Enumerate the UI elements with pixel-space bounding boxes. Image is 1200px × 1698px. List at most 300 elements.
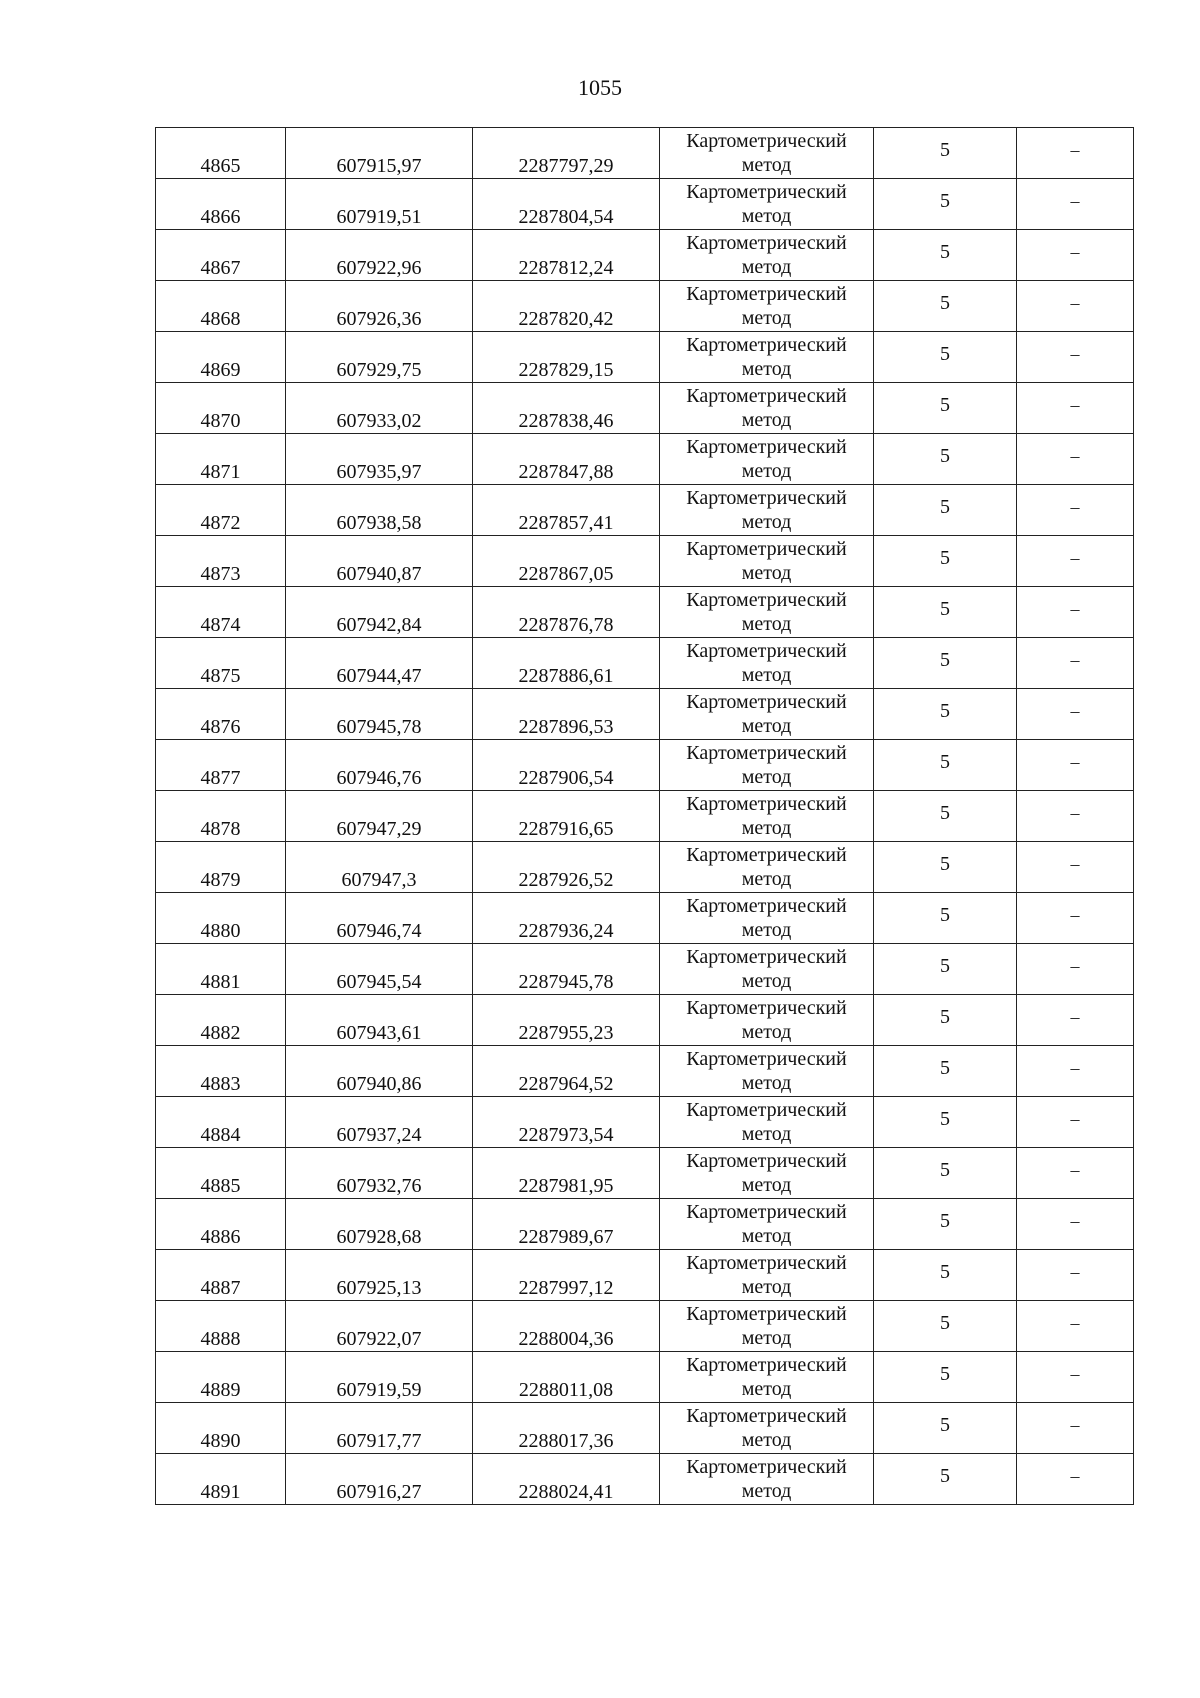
- x-coordinate: 607919,51: [336, 206, 422, 228]
- x-coordinate-cell: [286, 638, 473, 689]
- method-cell: [660, 791, 874, 842]
- table-row: [156, 995, 1134, 1046]
- x-coordinate-cell: [286, 383, 473, 434]
- y-coordinate: 2287906,54: [518, 767, 614, 789]
- description-dash: –: [1070, 344, 1080, 364]
- method-cell: [660, 842, 874, 893]
- y-coordinate-cell: [473, 383, 660, 434]
- y-coordinate-cell: [473, 1454, 660, 1505]
- method-line-1: Картометрический: [686, 895, 847, 917]
- point-number-cell: [156, 1403, 286, 1454]
- y-coordinate-cell: [473, 587, 660, 638]
- description-cell: [1017, 332, 1134, 383]
- x-coordinate: 607947,29: [336, 818, 422, 840]
- table-row: [156, 1250, 1134, 1301]
- description-dash: –: [1070, 905, 1080, 925]
- method-cell: [660, 1097, 874, 1148]
- point-number-cell: [156, 587, 286, 638]
- page-number: 1055: [578, 75, 622, 100]
- point-number-cell: [156, 1454, 286, 1505]
- x-coordinate: 607940,86: [336, 1073, 422, 1095]
- y-coordinate: 2287973,54: [518, 1124, 614, 1146]
- point-number: 4872: [200, 512, 241, 534]
- method-cell: [660, 179, 874, 230]
- description-dash: –: [1070, 1007, 1080, 1027]
- accuracy-cell: [874, 1403, 1017, 1454]
- y-coordinate-cell: [473, 1403, 660, 1454]
- accuracy-value: 5: [940, 1057, 950, 1079]
- accuracy-value: 5: [940, 139, 950, 161]
- accuracy-cell: [874, 1199, 1017, 1250]
- y-coordinate: 2287812,24: [518, 257, 614, 279]
- y-coordinate-cell: [473, 332, 660, 383]
- point-number-cell: [156, 995, 286, 1046]
- x-coordinate-cell: [286, 995, 473, 1046]
- accuracy-cell: [874, 944, 1017, 995]
- table-row: [156, 1352, 1134, 1403]
- y-coordinate-cell: [473, 1097, 660, 1148]
- point-number-cell: [156, 1250, 286, 1301]
- method-line-1: Картометрический: [686, 1150, 847, 1172]
- point-number-cell: [156, 230, 286, 281]
- x-coordinate-cell: [286, 944, 473, 995]
- y-coordinate-cell: [473, 281, 660, 332]
- method-line-1: Картометрический: [686, 1354, 847, 1376]
- point-number-cell: [156, 1199, 286, 1250]
- method-cell: [660, 281, 874, 332]
- table-row: [156, 1046, 1134, 1097]
- description-dash: –: [1070, 191, 1080, 211]
- x-coordinate-cell: [286, 893, 473, 944]
- description-cell: [1017, 791, 1134, 842]
- table-row: [156, 1199, 1134, 1250]
- accuracy-value: 5: [940, 802, 950, 824]
- method-line-2: метод: [741, 715, 792, 737]
- x-coordinate: 607925,13: [336, 1277, 422, 1299]
- x-coordinate-cell: [286, 179, 473, 230]
- x-coordinate-cell: [286, 689, 473, 740]
- y-coordinate: 2287989,67: [518, 1226, 614, 1248]
- accuracy-cell: [874, 1250, 1017, 1301]
- method-line-1: Картометрический: [686, 487, 847, 509]
- point-number: 4886: [200, 1226, 241, 1248]
- y-coordinate: 2287829,15: [518, 359, 614, 381]
- accuracy-value: 5: [940, 1414, 950, 1436]
- accuracy-value: 5: [940, 1465, 950, 1487]
- point-number-cell: [156, 179, 286, 230]
- method-cell: [660, 536, 874, 587]
- method-line-2: метод: [741, 256, 792, 278]
- y-coordinate-cell: [473, 842, 660, 893]
- description-dash: –: [1070, 1415, 1080, 1435]
- description-dash: –: [1070, 548, 1080, 568]
- table-row: [156, 1403, 1134, 1454]
- point-number-cell: [156, 332, 286, 383]
- accuracy-value: 5: [940, 700, 950, 722]
- method-cell: [660, 1301, 874, 1352]
- description-dash: –: [1070, 1211, 1080, 1231]
- method-line-2: метод: [741, 307, 792, 329]
- description-dash: –: [1070, 1160, 1080, 1180]
- method-line-1: Картометрический: [686, 1099, 847, 1121]
- point-number: 4879: [200, 869, 241, 891]
- accuracy-cell: [874, 1454, 1017, 1505]
- table-row: [156, 1097, 1134, 1148]
- y-coordinate-cell: [473, 689, 660, 740]
- method-line-2: метод: [741, 817, 792, 839]
- method-cell: [660, 128, 874, 179]
- method-cell: [660, 1046, 874, 1097]
- x-coordinate: 607932,76: [336, 1175, 422, 1197]
- method-line-2: метод: [741, 1480, 792, 1502]
- y-coordinate: 2287797,29: [518, 155, 614, 177]
- table-row: [156, 128, 1134, 179]
- description-cell: [1017, 1454, 1134, 1505]
- y-coordinate-cell: [473, 179, 660, 230]
- accuracy-cell: [874, 842, 1017, 893]
- point-number-cell: [156, 740, 286, 791]
- y-coordinate: 2288004,36: [518, 1328, 614, 1350]
- description-cell: [1017, 842, 1134, 893]
- method-line-2: метод: [741, 1021, 792, 1043]
- x-coordinate-cell: [286, 1199, 473, 1250]
- point-number-cell: [156, 638, 286, 689]
- x-coordinate: 607942,84: [336, 614, 422, 636]
- method-line-2: метод: [741, 511, 792, 533]
- point-number: 4881: [200, 971, 241, 993]
- description-dash: –: [1070, 446, 1080, 466]
- point-number: 4866: [200, 206, 241, 228]
- method-line-1: Картометрический: [686, 1201, 847, 1223]
- method-line-1: Картометрический: [686, 844, 847, 866]
- method-cell: [660, 230, 874, 281]
- y-coordinate: 2287981,95: [518, 1175, 614, 1197]
- description-cell: [1017, 740, 1134, 791]
- y-coordinate-cell: [473, 1301, 660, 1352]
- y-coordinate-cell: [473, 995, 660, 1046]
- accuracy-cell: [874, 128, 1017, 179]
- table-row: [156, 638, 1134, 689]
- y-coordinate-cell: [473, 1250, 660, 1301]
- point-number-cell: [156, 791, 286, 842]
- x-coordinate: 607944,47: [336, 665, 422, 687]
- point-number-cell: [156, 842, 286, 893]
- y-coordinate: 2287838,46: [518, 410, 614, 432]
- x-coordinate: 607919,59: [336, 1379, 422, 1401]
- description-dash: –: [1070, 1262, 1080, 1282]
- accuracy-value: 5: [940, 853, 950, 875]
- method-cell: [660, 1199, 874, 1250]
- description-dash: –: [1070, 701, 1080, 721]
- table-row: [156, 689, 1134, 740]
- point-number: 4883: [200, 1073, 241, 1095]
- x-coordinate-cell: [286, 740, 473, 791]
- method-line-2: метод: [741, 868, 792, 890]
- x-coordinate: 607943,61: [336, 1022, 422, 1044]
- description-cell: [1017, 944, 1134, 995]
- x-coordinate: 607922,07: [336, 1328, 422, 1350]
- method-line-2: метод: [741, 1123, 792, 1145]
- description-dash: –: [1070, 242, 1080, 262]
- description-dash: –: [1070, 650, 1080, 670]
- description-cell: [1017, 1148, 1134, 1199]
- accuracy-value: 5: [940, 1312, 950, 1334]
- x-coordinate: 607940,87: [336, 563, 422, 585]
- y-coordinate: 2287896,53: [518, 716, 614, 738]
- method-line-2: метод: [741, 409, 792, 431]
- point-number-cell: [156, 893, 286, 944]
- accuracy-cell: [874, 1301, 1017, 1352]
- point-number: 4869: [200, 359, 241, 381]
- x-coordinate: 607947,3: [341, 869, 417, 891]
- method-line-1: Картометрический: [686, 1405, 847, 1427]
- point-number-cell: [156, 485, 286, 536]
- accuracy-value: 5: [940, 547, 950, 569]
- description-cell: [1017, 587, 1134, 638]
- x-coordinate-cell: [286, 842, 473, 893]
- y-coordinate-cell: [473, 638, 660, 689]
- description-dash: –: [1070, 1364, 1080, 1384]
- accuracy-value: 5: [940, 190, 950, 212]
- y-coordinate: 2287876,78: [518, 614, 614, 636]
- description-dash: –: [1070, 395, 1080, 415]
- accuracy-value: 5: [940, 496, 950, 518]
- description-cell: [1017, 995, 1134, 1046]
- y-coordinate-cell: [473, 536, 660, 587]
- method-line-2: метод: [741, 154, 792, 176]
- description-dash: –: [1070, 803, 1080, 823]
- method-line-1: Картометрический: [686, 283, 847, 305]
- y-coordinate: 2287867,05: [518, 563, 614, 585]
- point-number: 4876: [200, 716, 241, 738]
- table-row: [156, 179, 1134, 230]
- method-line-2: метод: [741, 766, 792, 788]
- description-dash: –: [1070, 1466, 1080, 1486]
- x-coordinate: 607933,02: [336, 410, 422, 432]
- table-row: [156, 1301, 1134, 1352]
- method-cell: [660, 638, 874, 689]
- y-coordinate-cell: [473, 893, 660, 944]
- method-cell: [660, 1403, 874, 1454]
- method-line-1: Картометрический: [686, 1252, 847, 1274]
- accuracy-cell: [874, 281, 1017, 332]
- method-line-1: Картометрический: [686, 589, 847, 611]
- point-number: 4884: [200, 1124, 241, 1146]
- accuracy-cell: [874, 1097, 1017, 1148]
- description-dash: –: [1070, 497, 1080, 517]
- x-coordinate-cell: [286, 1352, 473, 1403]
- x-coordinate-cell: [286, 1046, 473, 1097]
- y-coordinate: 2287936,24: [518, 920, 614, 942]
- y-coordinate: 2287857,41: [518, 512, 614, 534]
- method-line-1: Картометрический: [686, 538, 847, 560]
- y-coordinate-cell: [473, 1046, 660, 1097]
- x-coordinate-cell: [286, 536, 473, 587]
- x-coordinate-cell: [286, 1148, 473, 1199]
- method-cell: [660, 893, 874, 944]
- description-cell: [1017, 1352, 1134, 1403]
- x-coordinate: 607915,97: [336, 155, 422, 177]
- x-coordinate: 607922,96: [336, 257, 422, 279]
- point-number-cell: [156, 944, 286, 995]
- method-cell: [660, 1250, 874, 1301]
- description-cell: [1017, 128, 1134, 179]
- point-number: 4865: [200, 155, 241, 177]
- y-coordinate: 2287916,65: [518, 818, 614, 840]
- point-number: 4882: [200, 1022, 241, 1044]
- method-line-1: Картометрический: [686, 997, 847, 1019]
- point-number-cell: [156, 1148, 286, 1199]
- accuracy-value: 5: [940, 1159, 950, 1181]
- accuracy-value: 5: [940, 751, 950, 773]
- accuracy-cell: [874, 1046, 1017, 1097]
- method-line-2: метод: [741, 970, 792, 992]
- x-coordinate-cell: [286, 1097, 473, 1148]
- x-coordinate-cell: [286, 1403, 473, 1454]
- method-line-1: Картометрический: [686, 181, 847, 203]
- y-coordinate-cell: [473, 485, 660, 536]
- point-number: 4877: [200, 767, 241, 789]
- method-line-2: метод: [741, 613, 792, 635]
- method-cell: [660, 1352, 874, 1403]
- y-coordinate-cell: [473, 128, 660, 179]
- x-coordinate-cell: [286, 281, 473, 332]
- description-cell: [1017, 485, 1134, 536]
- accuracy-cell: [874, 383, 1017, 434]
- table-row: [156, 332, 1134, 383]
- description-dash: –: [1070, 956, 1080, 976]
- point-number: 4889: [200, 1379, 241, 1401]
- x-coordinate-cell: [286, 587, 473, 638]
- method-line-2: метод: [741, 1174, 792, 1196]
- table-row: [156, 485, 1134, 536]
- y-coordinate-cell: [473, 434, 660, 485]
- method-line-1: Картометрический: [686, 691, 847, 713]
- y-coordinate: 2287955,23: [518, 1022, 614, 1044]
- y-coordinate-cell: [473, 230, 660, 281]
- x-coordinate: 607926,36: [336, 308, 422, 330]
- method-cell: [660, 434, 874, 485]
- y-coordinate-cell: [473, 791, 660, 842]
- method-cell: [660, 1148, 874, 1199]
- accuracy-cell: [874, 536, 1017, 587]
- description-dash: –: [1070, 1109, 1080, 1129]
- y-coordinate: 2288017,36: [518, 1430, 614, 1452]
- point-number-cell: [156, 689, 286, 740]
- description-cell: [1017, 1250, 1134, 1301]
- point-number: 4867: [200, 257, 241, 279]
- accuracy-cell: [874, 893, 1017, 944]
- table-row: [156, 842, 1134, 893]
- description-cell: [1017, 638, 1134, 689]
- method-line-2: метод: [741, 919, 792, 941]
- table-row: [156, 536, 1134, 587]
- accuracy-cell: [874, 638, 1017, 689]
- accuracy-value: 5: [940, 904, 950, 926]
- description-cell: [1017, 230, 1134, 281]
- accuracy-cell: [874, 332, 1017, 383]
- accuracy-cell: [874, 791, 1017, 842]
- accuracy-value: 5: [940, 1006, 950, 1028]
- point-number: 4891: [200, 1481, 241, 1503]
- table-row: [156, 791, 1134, 842]
- method-line-2: метод: [741, 1072, 792, 1094]
- y-coordinate: 2287964,52: [518, 1073, 614, 1095]
- method-line-2: метод: [741, 1378, 792, 1400]
- table-body: [156, 128, 1134, 1505]
- method-cell: [660, 332, 874, 383]
- accuracy-cell: [874, 995, 1017, 1046]
- accuracy-cell: [874, 434, 1017, 485]
- description-cell: [1017, 1097, 1134, 1148]
- point-number: 4890: [200, 1430, 241, 1452]
- x-coordinate-cell: [286, 230, 473, 281]
- accuracy-value: 5: [940, 343, 950, 365]
- method-line-2: метод: [741, 1429, 792, 1451]
- x-coordinate-cell: [286, 791, 473, 842]
- x-coordinate-cell: [286, 1250, 473, 1301]
- point-number: 4878: [200, 818, 241, 840]
- table-row: [156, 893, 1134, 944]
- x-coordinate-cell: [286, 1454, 473, 1505]
- description-cell: [1017, 281, 1134, 332]
- accuracy-value: 5: [940, 598, 950, 620]
- method-cell: [660, 944, 874, 995]
- accuracy-value: 5: [940, 1261, 950, 1283]
- method-line-1: Картометрический: [686, 385, 847, 407]
- accuracy-value: 5: [940, 955, 950, 977]
- x-coordinate: 607935,97: [336, 461, 422, 483]
- point-number-cell: [156, 1352, 286, 1403]
- accuracy-value: 5: [940, 394, 950, 416]
- y-coordinate: 2287886,61: [518, 665, 614, 687]
- method-cell: [660, 485, 874, 536]
- y-coordinate: 2288024,41: [518, 1481, 614, 1503]
- x-coordinate: 607945,54: [336, 971, 422, 993]
- method-line-2: метод: [741, 664, 792, 686]
- y-coordinate-cell: [473, 1199, 660, 1250]
- description-dash: –: [1070, 293, 1080, 313]
- method-line-1: Картометрический: [686, 640, 847, 662]
- accuracy-value: 5: [940, 292, 950, 314]
- method-line-1: Картометрический: [686, 130, 847, 152]
- method-line-2: метод: [741, 562, 792, 584]
- accuracy-cell: [874, 179, 1017, 230]
- method-line-2: метод: [741, 1276, 792, 1298]
- y-coordinate: 2287945,78: [518, 971, 614, 993]
- x-coordinate: 607946,74: [336, 920, 422, 942]
- point-number: 4880: [200, 920, 241, 942]
- accuracy-cell: [874, 485, 1017, 536]
- x-coordinate-cell: [286, 128, 473, 179]
- x-coordinate: 607929,75: [336, 359, 422, 381]
- point-number: 4885: [200, 1175, 241, 1197]
- point-number-cell: [156, 281, 286, 332]
- point-number: 4868: [200, 308, 241, 330]
- method-line-2: метод: [741, 1327, 792, 1349]
- x-coordinate-cell: [286, 434, 473, 485]
- description-cell: [1017, 1046, 1134, 1097]
- method-cell: [660, 740, 874, 791]
- y-coordinate: 2287997,12: [518, 1277, 614, 1299]
- y-coordinate: 2288011,08: [518, 1379, 614, 1401]
- description-cell: [1017, 1199, 1134, 1250]
- y-coordinate-cell: [473, 944, 660, 995]
- description-cell: [1017, 179, 1134, 230]
- description-dash: –: [1070, 1058, 1080, 1078]
- accuracy-value: 5: [940, 1108, 950, 1130]
- method-line-2: метод: [741, 460, 792, 482]
